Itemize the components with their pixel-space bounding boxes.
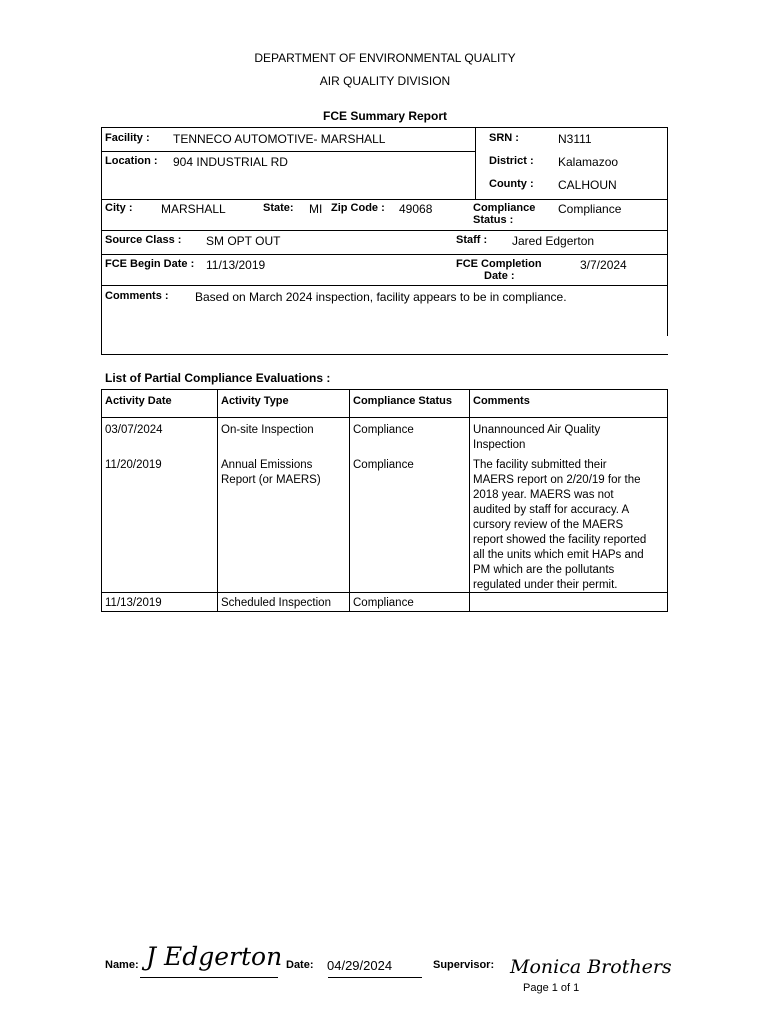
city-label: City : bbox=[105, 202, 133, 214]
type-line: Report (or MAERS) bbox=[221, 474, 321, 486]
pce-list-title: List of Partial Compliance Evaluations : bbox=[105, 371, 331, 385]
row-activity-type bbox=[221, 458, 321, 488]
row-activity-date: 11/20/2019 bbox=[105, 459, 162, 471]
zip-label: Zip Code : bbox=[331, 202, 385, 214]
page-number: Page 1 of 1 bbox=[523, 982, 580, 994]
fce-completion-label-2: Date : bbox=[484, 270, 515, 282]
type-line: Scheduled Inspection bbox=[221, 597, 331, 609]
city-value: MARSHALL bbox=[161, 202, 226, 216]
row-activity-type bbox=[221, 596, 331, 611]
district-value: Kalamazoo bbox=[558, 155, 619, 169]
type-line: On-site Inspection bbox=[221, 424, 314, 436]
compliance-status-label-1: Compliance bbox=[473, 202, 536, 214]
compliance-status-label-2: Status : bbox=[473, 214, 514, 226]
comment-line: Inspection bbox=[473, 439, 526, 451]
staff-label: Staff : bbox=[456, 234, 488, 246]
comment-line: Unannounced Air Quality bbox=[473, 424, 601, 436]
row-comments bbox=[473, 423, 600, 453]
row-compliance-status: Compliance bbox=[353, 597, 414, 609]
row-activity-type bbox=[221, 423, 314, 438]
supervisor-signature: Monica Brothers bbox=[510, 956, 672, 978]
comment-line: cursory review of the MAERS bbox=[473, 519, 624, 531]
location-label: Location : bbox=[105, 155, 158, 167]
row-compliance-status: Compliance bbox=[353, 424, 414, 436]
state-value: MI bbox=[309, 202, 323, 216]
row-activity-date: 03/07/2024 bbox=[105, 424, 163, 436]
report-title: FCE Summary Report bbox=[322, 109, 448, 123]
column-header-activity-date: Activity Date bbox=[105, 395, 172, 407]
srn-value: N3111 bbox=[558, 132, 592, 146]
facility-label: Facility : bbox=[105, 132, 150, 144]
state-label: State: bbox=[263, 202, 294, 214]
column-header-comments: Comments bbox=[473, 395, 530, 407]
comment-line: 2018 year. MAERS was not bbox=[473, 489, 614, 501]
division-title: AIR QUALITY DIVISION bbox=[319, 74, 451, 88]
row-compliance-status: Compliance bbox=[353, 459, 414, 471]
zip-value: 49068 bbox=[399, 202, 433, 216]
comment-line: MAERS report on 2/20/19 for the bbox=[473, 474, 641, 486]
supervisor-label: Supervisor: bbox=[433, 959, 495, 971]
source-class-value: SM OPT OUT bbox=[206, 234, 281, 248]
date-label: Date: bbox=[286, 959, 314, 971]
department-title: DEPARTMENT OF ENVIRONMENTAL QUALITY bbox=[254, 51, 516, 65]
column-header-activity-type: Activity Type bbox=[221, 395, 289, 407]
comments-label: Comments : bbox=[105, 290, 169, 302]
fce-begin-label: FCE Begin Date : bbox=[105, 258, 195, 270]
staff-value: Jared Edgerton bbox=[512, 234, 595, 248]
district-label: District : bbox=[489, 155, 534, 167]
type-line: Annual Emissions bbox=[221, 459, 313, 471]
comment-line: PM which are the pollutants bbox=[473, 564, 615, 576]
comment-line: all the units which emit HAPs and bbox=[473, 549, 644, 561]
row-activity-date: 11/13/2019 bbox=[105, 597, 162, 609]
column-header-compliance-status: Compliance Status bbox=[353, 395, 453, 407]
comment-line: report showed the facility reported bbox=[473, 534, 647, 546]
row-comments bbox=[473, 458, 646, 593]
facility-value: TENNECO AUTOMOTIVE- MARSHALL bbox=[173, 132, 386, 146]
date-value: 04/29/2024 bbox=[327, 958, 393, 973]
county-label: County : bbox=[489, 178, 534, 190]
location-value: 904 INDUSTRIAL RD bbox=[173, 155, 288, 169]
name-label: Name: bbox=[105, 959, 139, 971]
compliance-status-value: Compliance bbox=[558, 202, 622, 216]
fce-begin-value: 11/13/2019 bbox=[206, 258, 266, 272]
name-signature: J Edgerton bbox=[146, 942, 283, 971]
county-value: CALHOUN bbox=[558, 178, 617, 192]
comments-value: Based on March 2024 inspection, facility appears to be in compliance. bbox=[195, 290, 567, 304]
srn-label: SRN : bbox=[489, 132, 519, 144]
source-class-label: Source Class : bbox=[105, 234, 182, 246]
fce-completion-value: 3/7/2024 bbox=[580, 258, 627, 272]
comment-line: The facility submitted their bbox=[473, 459, 607, 471]
comment-line: audited by staff for accuracy. A bbox=[473, 504, 630, 516]
fce-completion-label-1: FCE Completion bbox=[456, 258, 542, 270]
comment-line: regulated under their permit. bbox=[473, 579, 618, 591]
